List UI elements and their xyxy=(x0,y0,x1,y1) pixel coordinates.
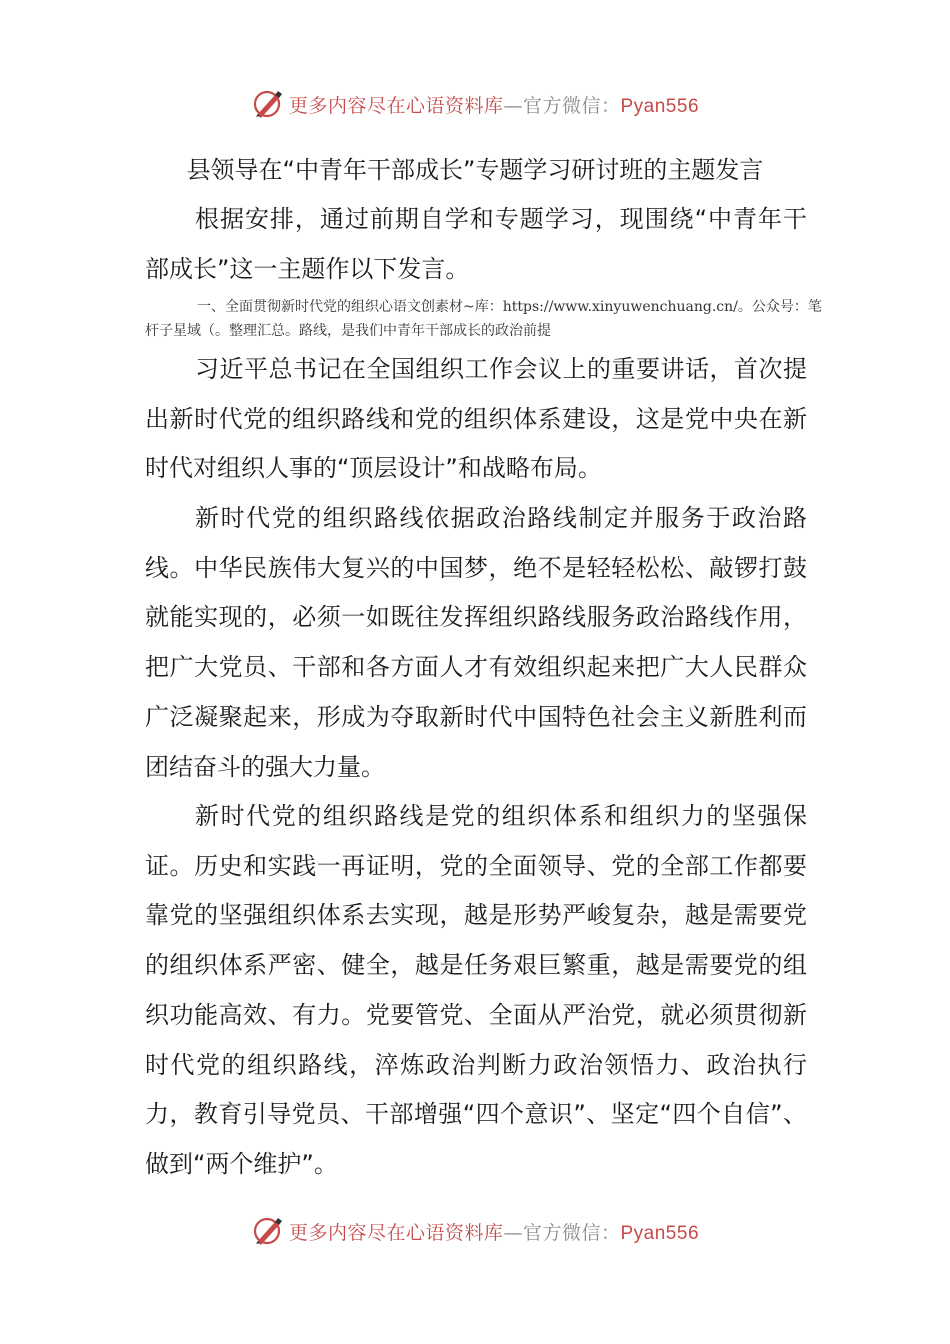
section-heading: 一、全面贯彻新时代党的组织心语文创素材~库：https://www.xinyuwenchuang.cn/。公众号：笔杆子星域（。整理汇总。路线，是我们中青年干部成长的政治前提 xyxy=(145,299,822,339)
body-paragraph: 习近平总书记在全国组织工作会议上的重要讲话，首次提出新时代党的组织路线和党的组织体系建设，这是党中央在新时代对组织人事的“顶层设计”和战略布局。 xyxy=(145,355,807,483)
banner-label: 官方微信： xyxy=(522,94,621,117)
banner-label: 官方微信： xyxy=(522,1221,621,1244)
intro-paragraph: 根据安排，通过前期自学和专题学习，现围绕“中青年干部成长”这一主题作以下发言。 xyxy=(145,205,807,283)
banner-dash: — xyxy=(503,1221,523,1244)
body-paragraph: 新时代党的组织路线依据政治路线制定并服务于政治路线。中华民族伟大复兴的中国梦，绝不是轻轻松松、敲锣打鼓就能实现的，必须一如既往发挥组织路线服务政治路线作用，把广大党员、干部和各方面人才有效组织起来把广大人民群众广泛凝聚起来，形成为夺取新时代中国特色社会主义新胜利而团结奋斗的强大力量。 xyxy=(145,504,807,781)
banner-main-text: 更多内容尽在心语资料库 xyxy=(288,1221,504,1244)
banner-wechat-id: Pyan556 xyxy=(620,1222,700,1244)
footer-watermark-banner xyxy=(0,1211,950,1251)
banner-wechat-id: Pyan556 xyxy=(620,95,700,117)
banner-main-text: 更多内容尽在心语资料库 xyxy=(288,94,504,117)
pen-logo-icon xyxy=(251,1214,285,1248)
document-title: 县领导在“中青年干部成长”专题学习研讨班的主题发言 xyxy=(186,156,764,184)
pen-logo-icon xyxy=(251,87,285,121)
header-watermark-banner xyxy=(0,84,950,124)
body-paragraph: 新时代党的组织路线是党的组织体系和组织力的坚强保证。历史和实践一再证明，党的全面领导、党的全部工作都要靠党的坚强组织体系去实现，越是形势严峻复杂，越是需要党的组织体系严密、健全，越是任务艰巨繁重，越是需要党的组织功能高效、有力。党要管党、全面从严治党，就必须贯彻新时代党的组织路线，淬炼政治判断力政治领悟力、政治执行力，教育引导党员、干部增强“四个意识”、坚定“四个自信”、做到“两个维护”。 xyxy=(145,802,807,1178)
banner-dash: — xyxy=(503,94,523,117)
